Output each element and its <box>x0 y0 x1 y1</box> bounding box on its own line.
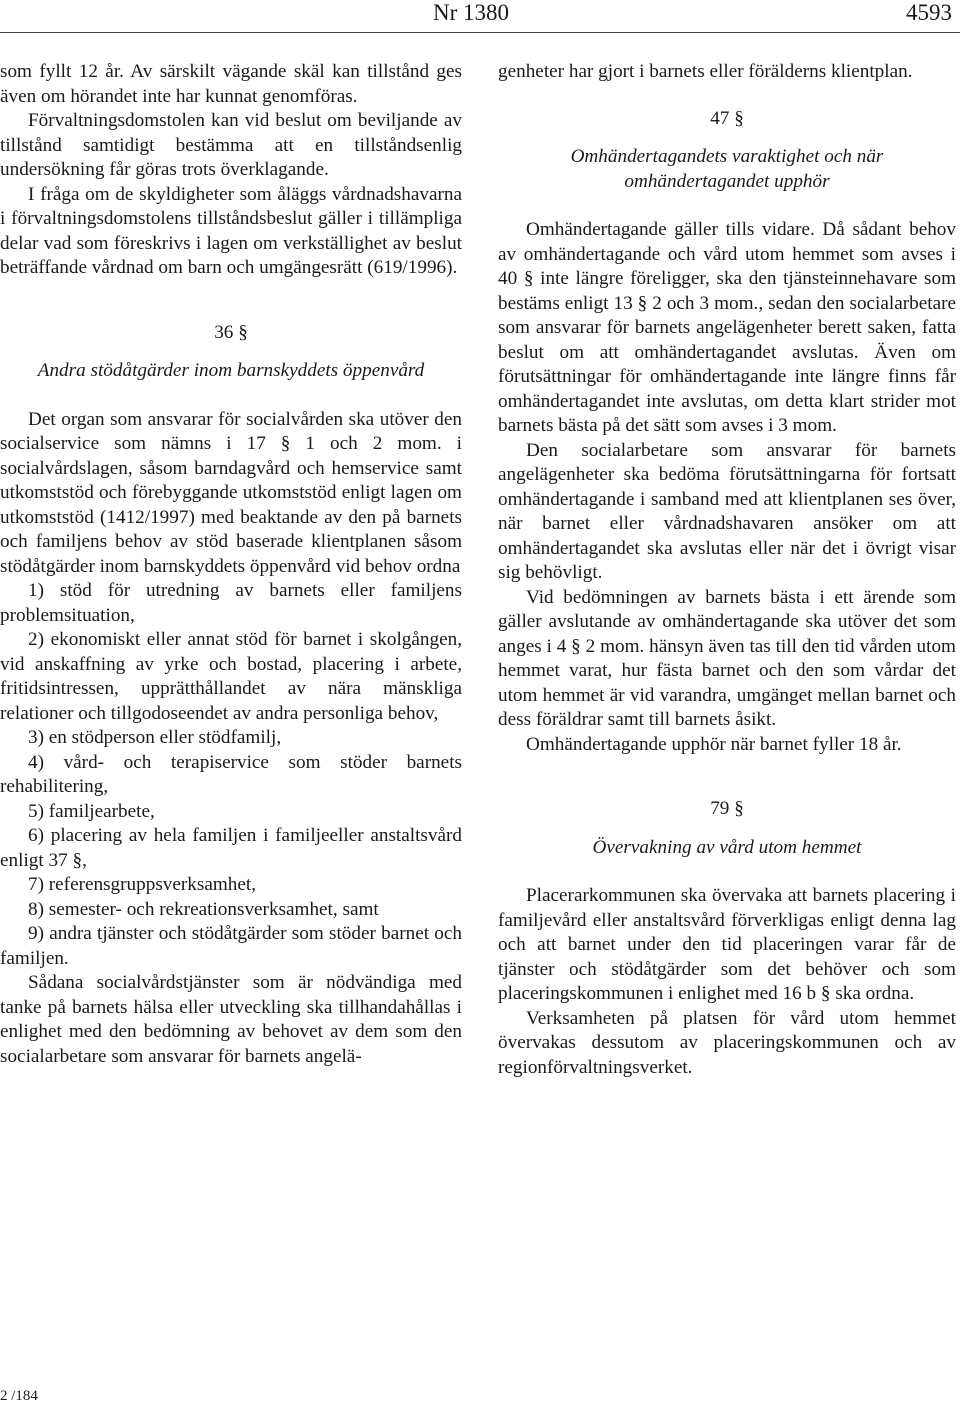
list-item: 8) semester- och rekreationsverksamhet, samt <box>28 898 379 920</box>
page-footer: 2 /184 <box>0 1388 38 1404</box>
section-title: Andra stödåtgärder inom barnskyddets öppenvård <box>37 360 425 381</box>
paragraph: Omhändertagande gäller tills vidare. Då sådant behov av omhändertagande och vård utom hemmet som avses i 40 § inte längre föreligger, ska den tjänsteinnehavare som bestäms enligt 13 § 2 och 3 mom., sedan den socialarbetare som ansvarar för barnets angelägenheter berett saken, fatta beslut om att omhändertagandet avslutas. Även om förutsättningar för omhändertagande inte längre finns får omhändertagandet inte avslutas, om detta klart strider mot barnets bästa på det sätt som avses i 3 mom. <box>498 219 956 436</box>
paragraph: I fråga om de skyldigheter som åläggs vårdnadshavarna i förvaltningsdomstolens tillståndsbeslut gäller i tillämpliga delar vad som föreskrivs i lagen om verkställighet av beslut beträffande vårdnad om barn och umgängesrätt (619/1996). <box>0 183 462 278</box>
list-item: 7) referensgruppsverksamhet, <box>28 874 257 895</box>
list-item: 9) andra tjänster och stödåtgärder som stöder barnet och familjen. <box>0 923 462 969</box>
list-item: 4) vård- och terapiservice som stöder barnets rehabilitering, <box>0 751 462 797</box>
paragraph: Det organ som ansvarar för socialvården ska utöver den socialservice som nämns i 17 § 1 och 2 mom. i socialvårdslagen, såsom barndagvård och hemservice samt utkomststöd och förebyggande utkomststöd enligt lagen om utkomststöd (1412/1997) med beaktande av den på barnets och familjens behov av stöd baserade klientplanen såsom stödåtgärder inom barnskyddets öppenvård vid behov ordna <box>0 408 462 577</box>
page-header <box>0 0 960 30</box>
section-title: Omhändertagandets varaktighet och när omhändertagandet upphör <box>570 146 884 192</box>
paragraph: som fyllt 12 år. Av särskilt vägande skäl kan tillstånd ges även om hörandet inte har kunnat genomföras. <box>0 61 462 107</box>
section-number: 36 § <box>214 321 248 343</box>
page-number: 4593 <box>906 0 952 25</box>
list-item: 1) stöd för utredning av barnets eller familjens problemsituation, <box>0 580 462 626</box>
paragraph: Den socialarbetare som ansvarar för barnets angelägenheter ska bedöma förutsättningarna för fortsatt omhändertagande i samband med att klientplanen ses över, när barnet eller vårdnadshavaren ansöker om att omhändertagandet ska avslutas eller när det i övrigt visar sig behövligt. <box>498 439 956 583</box>
paragraph: genheter har gjort i barnets eller förälderns klientplan. <box>498 61 913 82</box>
list-item: 2) ekonomiskt eller annat stöd för barnet i skolgången, vid anskaffning av yrke och bostad, placering i arbete, fritidsintressen, upprätthållandet av nära mänskliga relationer och tillgodoseendet av andra personliga behov, <box>0 629 462 724</box>
paragraph: Förvaltningsdomstolen kan vid beslut om beviljande av tillstånd samtidigt bestämma att en tillståndsenlig undersökning får göras trots överklagande. <box>0 110 462 180</box>
statute-number: Nr 1380 <box>433 0 510 25</box>
right-column <box>498 60 956 1080</box>
paragraph: Placerarkommunen ska övervaka att barnets placering i familjevård eller anstaltsvård förverkligas enligt denna lag och att barnet under den tid placeringen varar får de tjänster och stödåtgärder som det behöver och som placeringskommunen i enlighet med 16 b § ska ordna. <box>498 885 956 1004</box>
section-title: Övervakning av vård utom hemmet <box>592 836 862 858</box>
section-number: 79 § <box>710 798 744 819</box>
list-item: 6) placering av hela familjen i familjeeller anstaltsvård enligt 37 §, <box>0 825 462 871</box>
paragraph: Vid bedömningen av barnets bästa i ett ärende som gäller avslutande av omhändertagande ska utöver det som anges i 4 § 2 mom. hänsyn även tas till den tid vården utom hemmet varat, hur fästa barnet och den som vårdar det utom hemmet är vid varandra, umgänget mellan barnet och dess föräldrar samt till barnets åsikt. <box>498 586 956 730</box>
paragraph: Verksamheten på platsen för vård utom hemmet övervakas dessutom av placeringskommunen och av regionförvaltningsverket. <box>498 1007 956 1078</box>
section-number: 47 § <box>710 107 744 129</box>
list-item: 3) en stödperson eller stödfamilj, <box>28 727 282 748</box>
left-column <box>0 60 462 1069</box>
paragraph: Omhändertagande upphör när barnet fyller 18 år. <box>526 733 902 755</box>
list-item: 5) familjearbete, <box>28 800 155 822</box>
header-rule <box>0 32 960 33</box>
paragraph: Sådana socialvårdstjänster som är nödvändiga med tanke på barnets hälsa eller utveckling ska tillhandahållas i enlighet med den bedömning av behovet av dem som den socialarbetare som ansvarar för barnets angelä- <box>0 972 462 1067</box>
